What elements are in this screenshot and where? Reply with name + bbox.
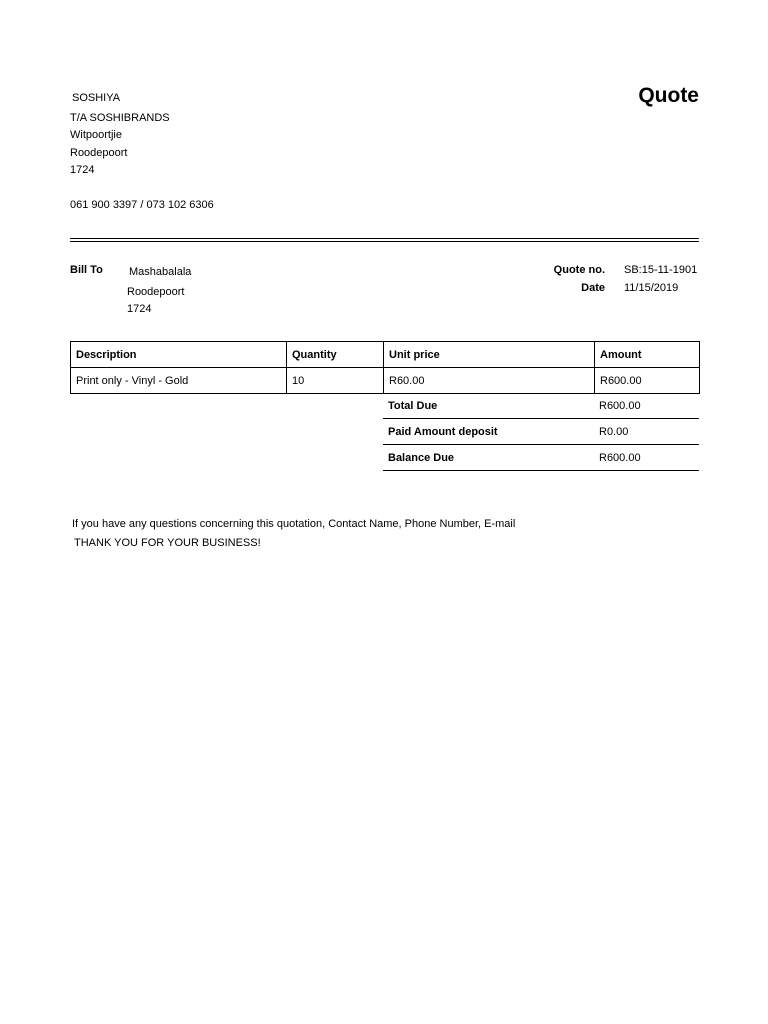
- paid-deposit-label: Paid Amount deposit: [383, 419, 594, 445]
- item-description: Print only - Vinyl - Gold: [71, 368, 287, 394]
- quote-number-label: Quote no.: [553, 264, 605, 276]
- totals-table: [383, 393, 699, 471]
- header-unit-price: Unit price: [384, 342, 595, 368]
- document-title: Quote: [638, 84, 699, 107]
- header-divider-bottom: [70, 241, 699, 242]
- quote-date-label: Date: [581, 282, 605, 294]
- paid-deposit-value: R0.00: [594, 419, 699, 445]
- footer-thank-you: THANK YOU FOR YOUR BUSINESS!: [74, 537, 261, 549]
- quote-number-value: SB:15-11-1901: [624, 264, 698, 276]
- header-divider-top: [70, 238, 699, 239]
- totals-row-paid-deposit: [383, 419, 699, 445]
- balance-due-label: Balance Due: [383, 445, 594, 471]
- header-amount: Amount: [595, 342, 700, 368]
- total-due-value: R600.00: [594, 393, 699, 419]
- items-header-row: [71, 342, 700, 368]
- company-trading-as: T/A SOSHIBRANDS: [70, 112, 170, 124]
- items-table: [70, 341, 700, 394]
- header-description: Description: [71, 342, 287, 368]
- table-row: [71, 368, 700, 394]
- bill-to-name: Mashabalala: [129, 266, 192, 278]
- balance-due-value: R600.00: [594, 445, 699, 471]
- company-address-line1: Witpoortjie: [70, 129, 122, 141]
- bill-to-city: Roodepoort: [127, 286, 185, 298]
- company-phone: 061 900 3397 / 073 102 6306: [70, 199, 214, 211]
- bill-to-label: Bill To: [70, 264, 103, 276]
- item-quantity: 10: [287, 368, 384, 394]
- company-address-line2: Roodepoort: [70, 147, 128, 159]
- total-due-label: Total Due: [383, 393, 594, 419]
- company-postal-code: 1724: [70, 164, 95, 176]
- item-unit-price: R60.00: [384, 368, 595, 394]
- totals-row-total-due: [383, 393, 699, 419]
- header-quantity: Quantity: [287, 342, 384, 368]
- bill-to-postal-code: 1724: [127, 303, 152, 315]
- quote-date-value: 11/15/2019: [624, 282, 679, 294]
- company-name: SOSHIYA: [72, 92, 121, 104]
- footer-questions-note: If you have any questions concerning this quotation, Contact Name, Phone Number, E-mail: [72, 518, 516, 530]
- item-amount: R600.00: [595, 368, 700, 394]
- totals-row-balance-due: [383, 445, 699, 471]
